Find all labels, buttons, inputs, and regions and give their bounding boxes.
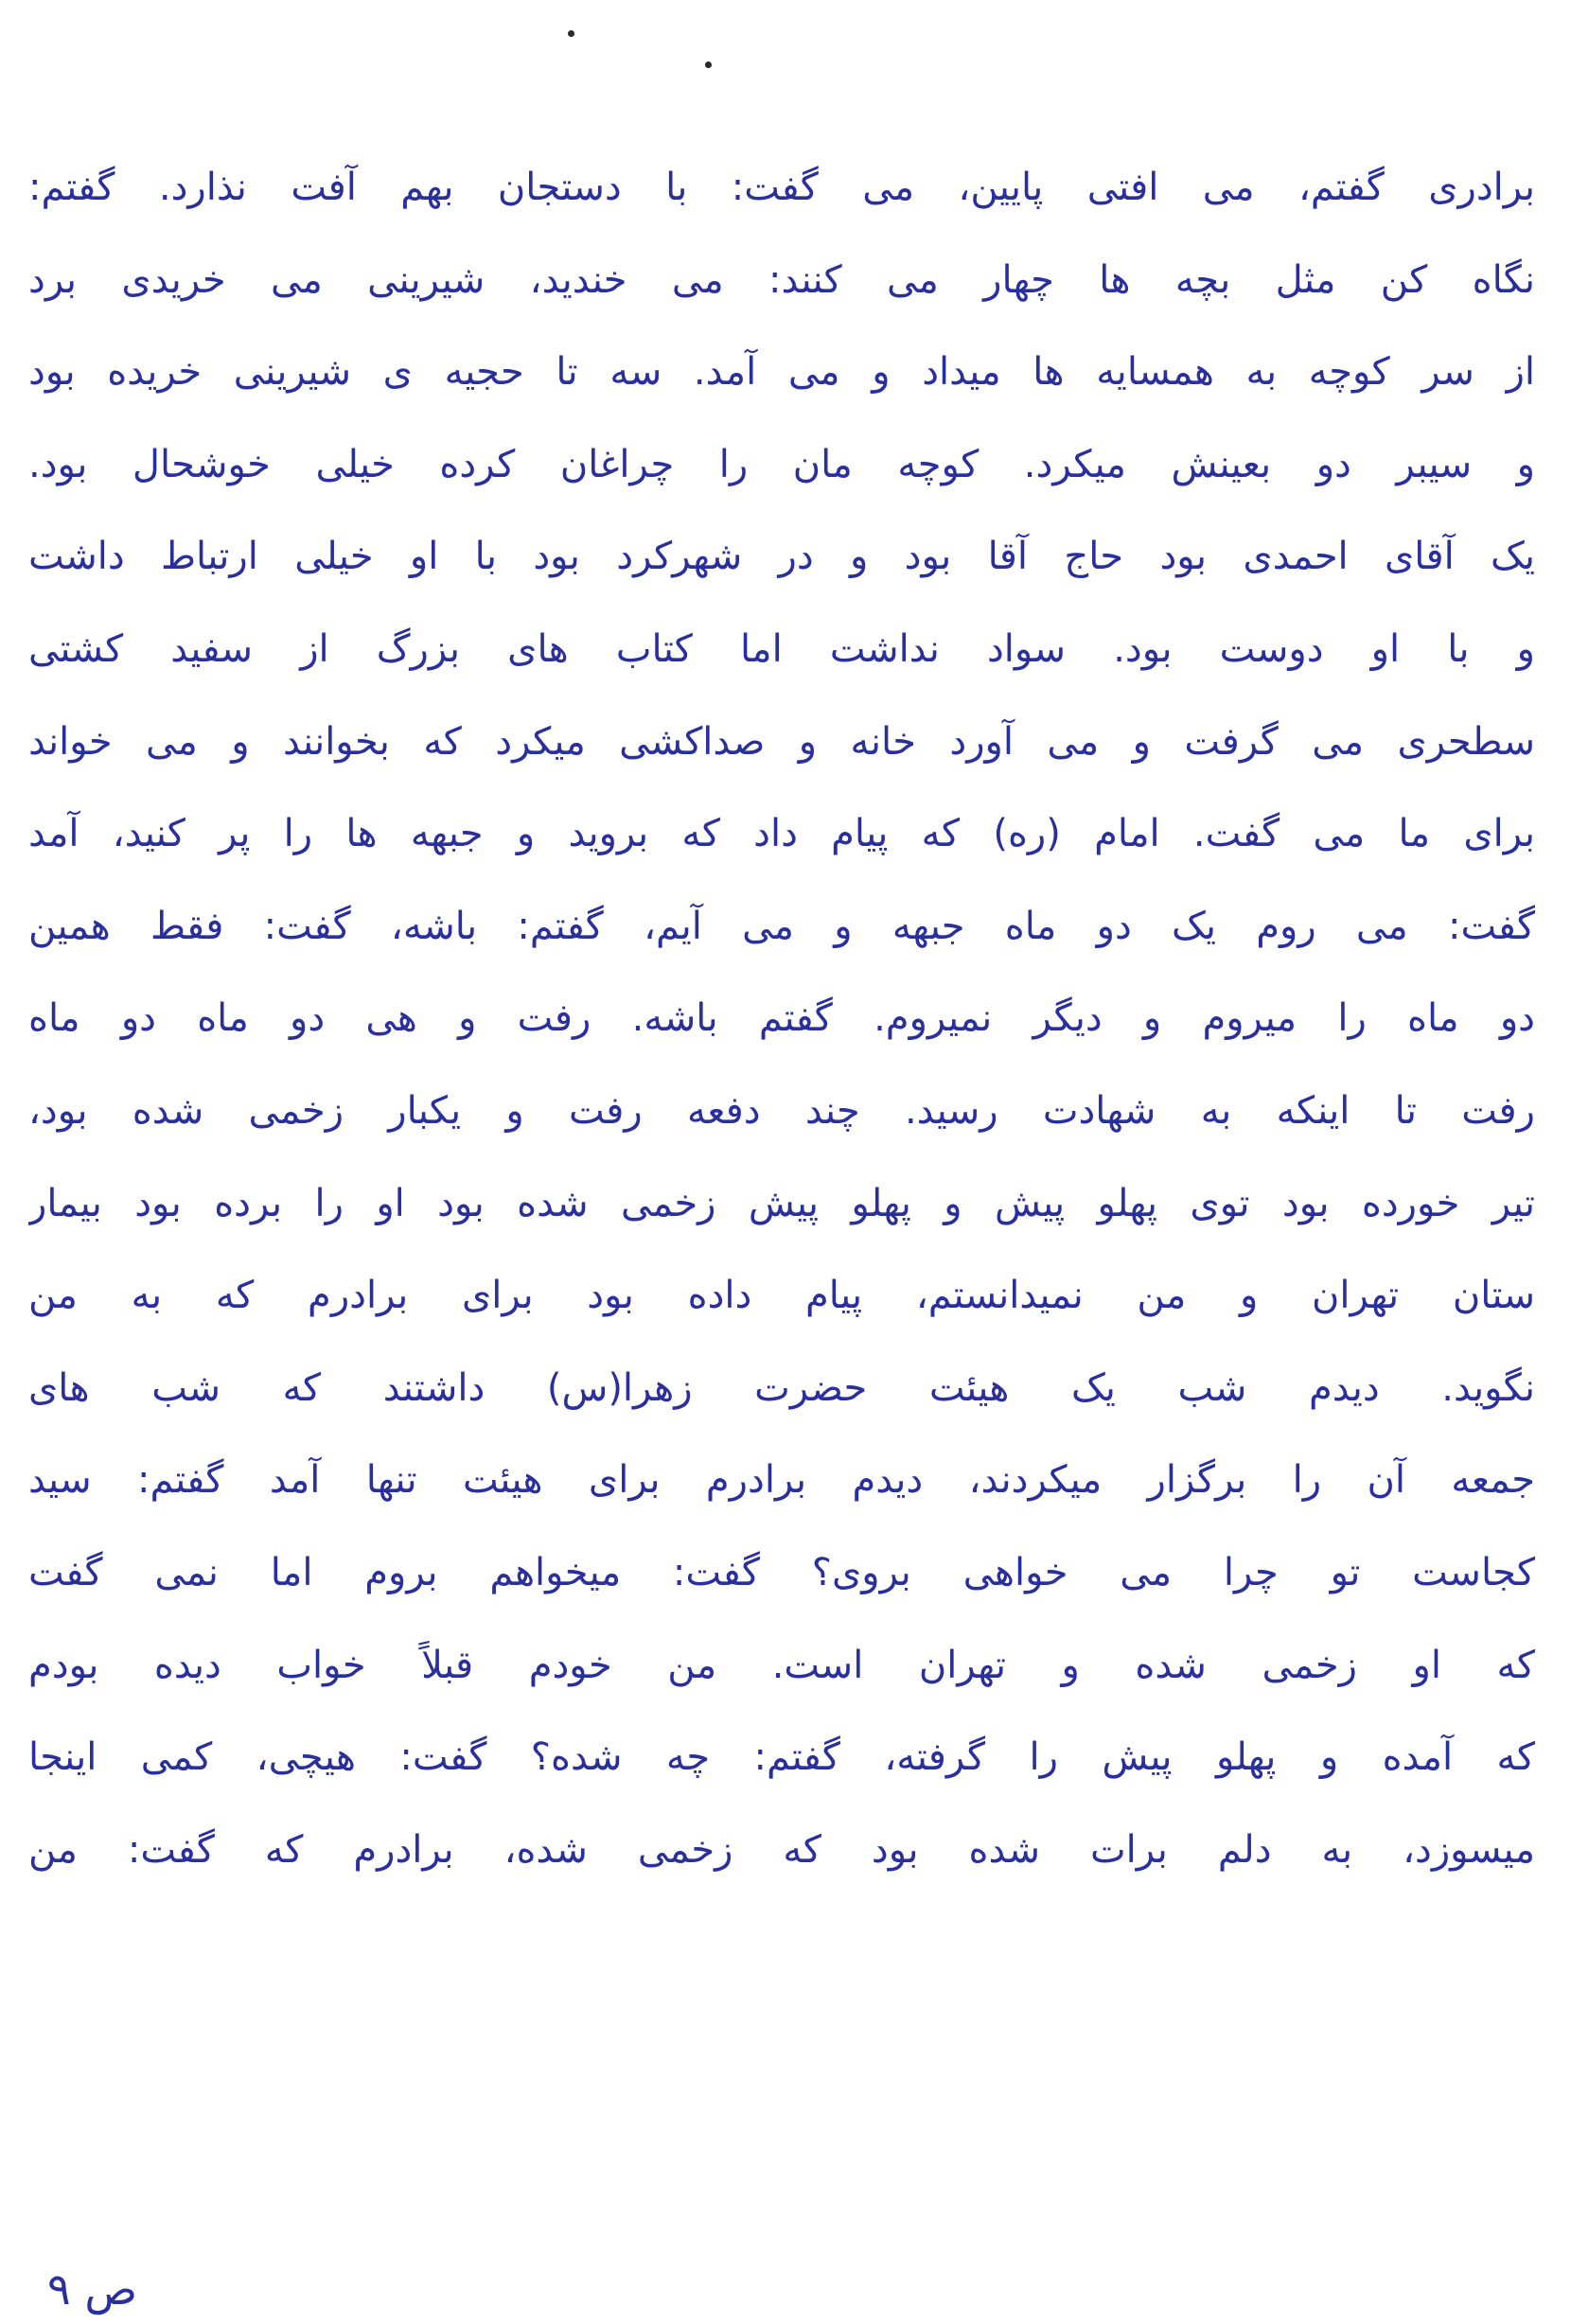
ink-dot bbox=[568, 30, 574, 37]
text-line: رفت تا اینکه به شهادت رسید. چند دفعه رفت و یکبار زخمی شده بود، bbox=[28, 1088, 1535, 1133]
text-line: که آمده و پهلو پیش را گرفته، گفتم: چه شده؟ گفت: هیچی، کمی اینجا bbox=[28, 1735, 1535, 1780]
text-line: ستان تهران و من نمیدانستم، پیام داده بود برای برادرم که به من bbox=[28, 1274, 1535, 1318]
text-line: که او زخمی شده و تهران است. من خودم قبلاً خواب دیده بودم bbox=[28, 1643, 1535, 1687]
text-line: گفت: می روم یک دو ماه جبهه و می آیم، گفتم: باشه، گفت: فقط همین bbox=[28, 904, 1535, 948]
text-line: برادری گفتم، می افتی پایین، می گفت: با دستجان بهم آفت نذارد. گفتم: bbox=[28, 166, 1535, 209]
text-line: تیر خورده بود توی پهلو پیش و پهلو پیش زخمی شده بود او را برده بود بیمار bbox=[28, 1181, 1535, 1225]
page-number: ص ۹ bbox=[47, 2263, 137, 2315]
text-line: و با او دوست بود. سواد نداشت اما کتاب های بزرگ از سفید کشتی bbox=[28, 626, 1535, 671]
text-line: کجاست تو چرا می خواهی بروی؟ گفت: میخواهم بروم اما نمی گفت bbox=[28, 1550, 1535, 1594]
text-line: سطحری می گرفت و می آورد خانه و صداکشی میکرد که بخوانند و می خواند bbox=[28, 719, 1535, 764]
text-line: نگاه کن مثل بچه ها چهار می کنند: می خندید، شیرینی می خریدی برد bbox=[28, 257, 1535, 302]
handwritten-text-body bbox=[28, 142, 1535, 1896]
text-line: جمعه آن را برگزار میکردند، دیدم برادرم برای هیئت تنها آمد گفتم: سید bbox=[28, 1458, 1535, 1503]
text-line: یک آقای احمدی بود حاج آقا بود و در شهرکرد بود با او خیلی ارتباط داشت bbox=[28, 535, 1535, 579]
text-line: و سیبر دو بعینش میکرد. کوچه مان را چراغان کرده خیلی خوشحال بود. bbox=[28, 442, 1535, 486]
text-line: نگوید. دیدم شب یک هیئت حضرت زهرا(س) داشتند که شب های bbox=[28, 1365, 1535, 1410]
ink-dot bbox=[705, 62, 712, 68]
text-line: از سر کوچه به همسایه ها میداد و می آمد. سه تا حجیه ی شیرینی خریده بود bbox=[28, 350, 1535, 395]
text-line: میسوزد، به دلم برات شده بود که زخمی شده، برادرم که گفت: من bbox=[28, 1827, 1535, 1872]
text-line: دو ماه را میروم و دیگر نمیروم. گفتم باشه. رفت و هی دو ماه دو ماه bbox=[28, 996, 1535, 1041]
text-line: برای ما می گفت. امام (ره) که پیام داد که بروید و جبهه ها را پر کنید، آمد bbox=[28, 812, 1535, 856]
